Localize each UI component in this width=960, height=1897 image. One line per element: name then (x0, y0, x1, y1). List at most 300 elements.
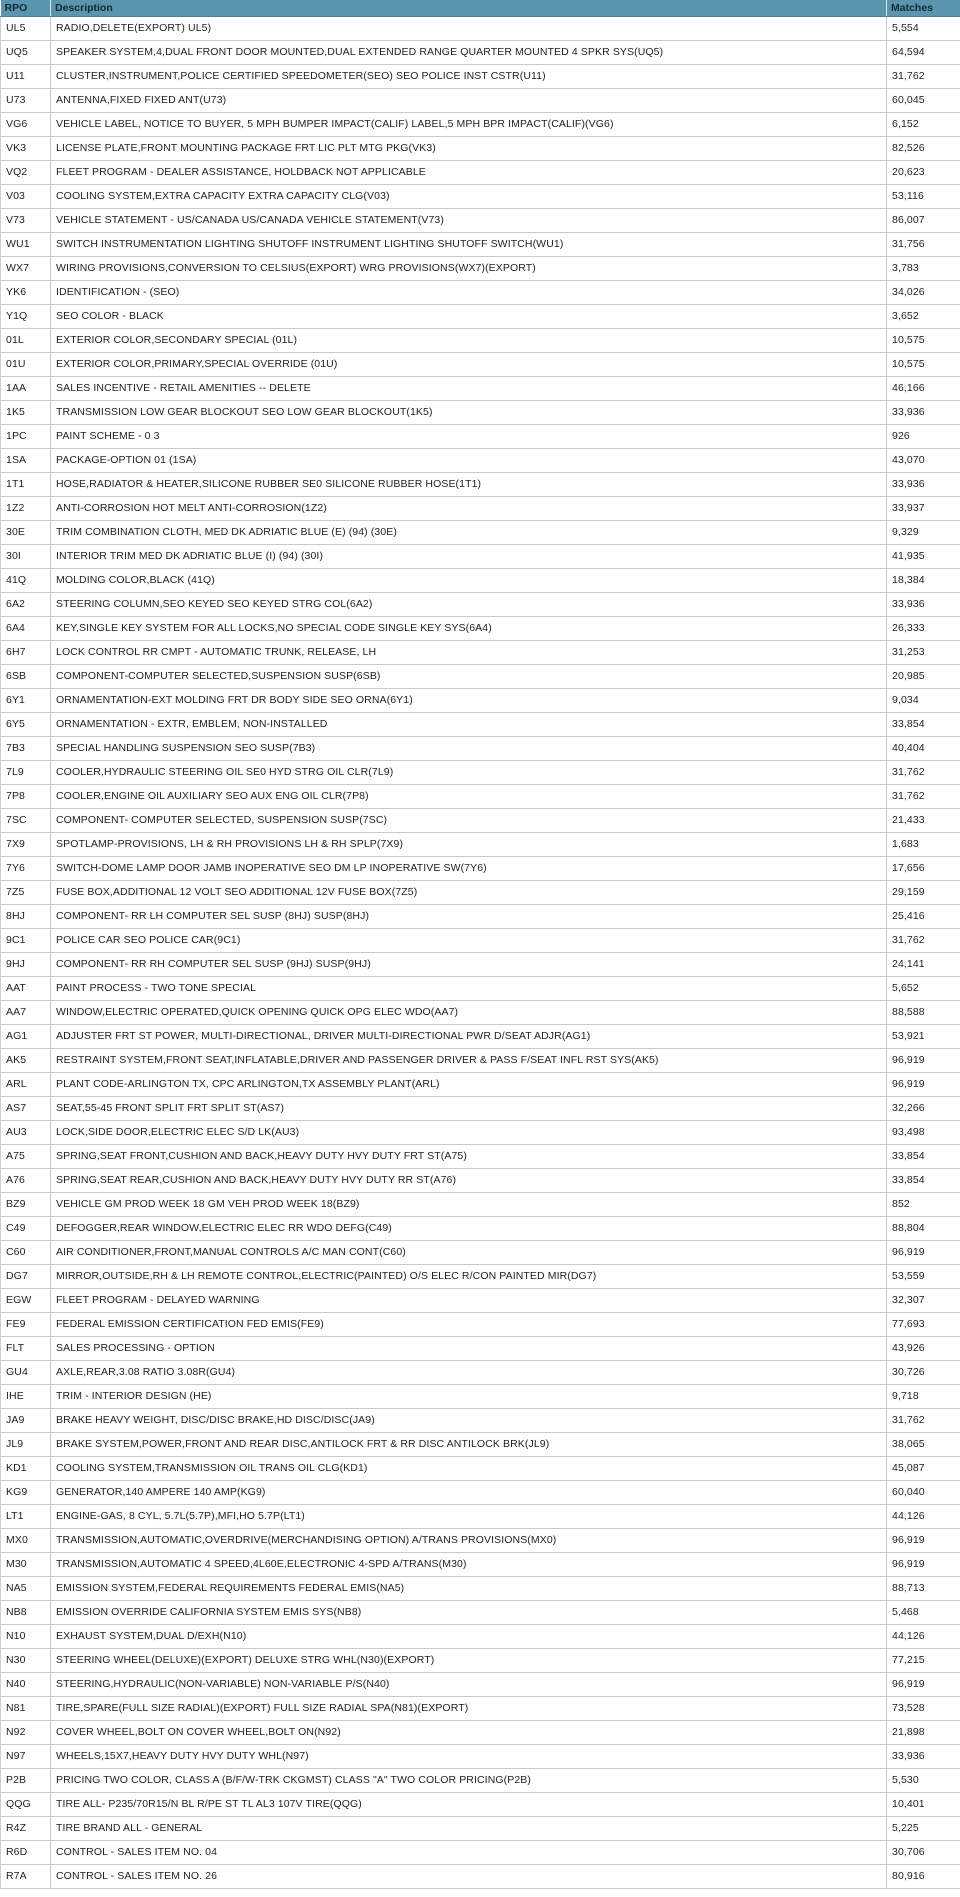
rpo-cell: MX0 (1, 1528, 51, 1552)
rpo-cell: KD1 (1, 1456, 51, 1480)
matches-cell: 26,333 (887, 616, 960, 640)
table-row (1, 1312, 960, 1336)
table-row (1, 1000, 960, 1024)
description-cell: HOSE,RADIATOR & HEATER,SILICONE RUBBER SE0 SILICONE RUBBER HOSE(1T1) (51, 472, 887, 496)
description-cell: VEHICLE LABEL, NOTICE TO BUYER, 5 MPH BUMPER IMPACT(CALIF) LABEL,5 MPH BPR IMPACT(CALIF)(VG6) (51, 112, 887, 136)
matches-cell: 33,937 (887, 496, 960, 520)
matches-cell: 31,762 (887, 1408, 960, 1432)
description-cell: WIRING PROVISIONS,CONVERSION TO CELSIUS(EXPORT) WRG PROVISIONS(WX7)(EXPORT) (51, 256, 887, 280)
description-cell: RESTRAINT SYSTEM,FRONT SEAT,INFLATABLE,DRIVER AND PASSENGER DRIVER & PASS F/SEAT INFL RST SYS(AK5) (51, 1048, 887, 1072)
table-row (1, 448, 960, 472)
description-cell: STEERING WHEEL(DELUXE)(EXPORT) DELUXE STRG WHL(N30)(EXPORT) (51, 1648, 887, 1672)
matches-cell: 44,126 (887, 1504, 960, 1528)
matches-cell: 53,559 (887, 1264, 960, 1288)
rpo-cell: 6H7 (1, 640, 51, 664)
matches-cell: 32,266 (887, 1096, 960, 1120)
description-cell: TRIM COMBINATION CLOTH, MED DK ADRIATIC BLUE (E) (94) (30E) (51, 520, 887, 544)
description-cell: GENERATOR,140 AMPERE 140 AMP(KG9) (51, 1480, 887, 1504)
description-cell: FLEET PROGRAM - DELAYED WARNING (51, 1288, 887, 1312)
table-row (1, 88, 960, 112)
matches-cell: 6,152 (887, 112, 960, 136)
matches-cell: 46,166 (887, 376, 960, 400)
description-cell: COMPONENT- RR RH COMPUTER SEL SUSP (9HJ) SUSP(9HJ) (51, 952, 887, 976)
description-cell: TIRE,SPARE(FULL SIZE RADIAL)(EXPORT) FULL SIZE RADIAL SPA(N81)(EXPORT) (51, 1696, 887, 1720)
matches-cell: 44,126 (887, 1624, 960, 1648)
table-row (1, 1696, 960, 1720)
rpo-cell: M30 (1, 1552, 51, 1576)
rpo-cell: 1T1 (1, 472, 51, 496)
matches-cell: 18,384 (887, 568, 960, 592)
description-cell: COOLER,ENGINE OIL AUXILIARY SEO AUX ENG OIL CLR(7P8) (51, 784, 887, 808)
description-cell: ANTI-CORROSION HOT MELT ANTI-CORROSION(1Z2) (51, 496, 887, 520)
matches-cell: 9,718 (887, 1384, 960, 1408)
matches-cell: 77,693 (887, 1312, 960, 1336)
table-row (1, 1216, 960, 1240)
description-cell: TRIM - INTERIOR DESIGN (HE) (51, 1384, 887, 1408)
description-cell: COMPONENT-COMPUTER SELECTED,SUSPENSION SUSP(6SB) (51, 664, 887, 688)
rpo-cell: AG1 (1, 1024, 51, 1048)
description-cell: SPRING,SEAT FRONT,CUSHION AND BACK,HEAVY DUTY HVY DUTY FRT ST(A75) (51, 1144, 887, 1168)
matches-cell: 73,528 (887, 1696, 960, 1720)
rpo-cell: WU1 (1, 232, 51, 256)
matches-cell: 31,762 (887, 784, 960, 808)
table-row (1, 976, 960, 1000)
rpo-cell: VQ2 (1, 160, 51, 184)
description-cell: EMISSION SYSTEM,FEDERAL REQUIREMENTS FEDERAL EMIS(NA5) (51, 1576, 887, 1600)
matches-cell: 88,588 (887, 1000, 960, 1024)
column-header-matches[interactable]: Matches (887, 0, 960, 16)
matches-cell: 3,652 (887, 304, 960, 328)
rpo-cell: P2B (1, 1768, 51, 1792)
rpo-cell: 1PC (1, 424, 51, 448)
table-row (1, 400, 960, 424)
description-cell: STEERING,HYDRAULIC(NON-VARIABLE) NON-VARIABLE P/S(N40) (51, 1672, 887, 1696)
table-row (1, 1168, 960, 1192)
table-row (1, 856, 960, 880)
description-cell: BRAKE HEAVY WEIGHT, DISC/DISC BRAKE,HD DISC/DISC(JA9) (51, 1408, 887, 1432)
table-row (1, 64, 960, 88)
table-row (1, 1096, 960, 1120)
rpo-cell: V03 (1, 184, 51, 208)
description-cell: RADIO,DELETE(EXPORT) UL5) (51, 16, 887, 40)
description-cell: FLEET PROGRAM - DEALER ASSISTANCE, HOLDBACK NOT APPLICABLE (51, 160, 887, 184)
matches-cell: 96,919 (887, 1072, 960, 1096)
rpo-cell: R7A (1, 1864, 51, 1888)
rpo-cell: 8HJ (1, 904, 51, 928)
table-row (1, 544, 960, 568)
matches-cell: 30,726 (887, 1360, 960, 1384)
rpo-cell: 7L9 (1, 760, 51, 784)
matches-cell: 5,468 (887, 1600, 960, 1624)
column-header-description[interactable]: Description (51, 0, 887, 16)
description-cell: MIRROR,OUTSIDE,RH & LH REMOTE CONTROL,ELECTRIC(PAINTED) O/S ELEC R/CON PAINTED MIR(DG7) (51, 1264, 887, 1288)
rpo-cell: VK3 (1, 136, 51, 160)
matches-cell: 34,026 (887, 280, 960, 304)
table-row (1, 280, 960, 304)
table-row (1, 1792, 960, 1816)
description-cell: STEERING COLUMN,SEO KEYED SEO KEYED STRG COL(6A2) (51, 592, 887, 616)
rpo-cell: 1K5 (1, 400, 51, 424)
description-cell: SPECIAL HANDLING SUSPENSION SEO SUSP(7B3) (51, 736, 887, 760)
description-cell: COOLER,HYDRAULIC STEERING OIL SE0 HYD STRG OIL CLR(7L9) (51, 760, 887, 784)
description-cell: CONTROL - SALES ITEM NO. 04 (51, 1840, 887, 1864)
matches-cell: 5,652 (887, 976, 960, 1000)
rpo-cell: A76 (1, 1168, 51, 1192)
description-cell: PAINT SCHEME - 0 3 (51, 424, 887, 448)
rpo-cell: NA5 (1, 1576, 51, 1600)
matches-cell: 96,919 (887, 1048, 960, 1072)
header-row (1, 0, 960, 16)
description-cell: ANTENNA,FIXED FIXED ANT(U73) (51, 88, 887, 112)
description-cell: PACKAGE-OPTION 01 (1SA) (51, 448, 887, 472)
table-row (1, 568, 960, 592)
rpo-cell: N10 (1, 1624, 51, 1648)
table-row (1, 1576, 960, 1600)
rpo-cell: U11 (1, 64, 51, 88)
rpo-cell: JL9 (1, 1432, 51, 1456)
matches-cell: 24,141 (887, 952, 960, 976)
matches-cell: 33,936 (887, 400, 960, 424)
matches-cell: 1,683 (887, 832, 960, 856)
description-cell: SWITCH-DOME LAMP DOOR JAMB INOPERATIVE SEO DM LP INOPERATIVE SW(7Y6) (51, 856, 887, 880)
matches-cell: 77,215 (887, 1648, 960, 1672)
description-cell: EXTERIOR COLOR,PRIMARY,SPECIAL OVERRIDE (01U) (51, 352, 887, 376)
table-row (1, 1600, 960, 1624)
table-row (1, 16, 960, 40)
table-row (1, 1768, 960, 1792)
description-cell: MOLDING COLOR,BLACK (41Q) (51, 568, 887, 592)
description-cell: TIRE ALL- P235/70R15/N BL R/PE ST TL AL3 107V TIRE(QQG) (51, 1792, 887, 1816)
table-row (1, 808, 960, 832)
table-row (1, 688, 960, 712)
table-row (1, 184, 960, 208)
matches-cell: 38,065 (887, 1432, 960, 1456)
matches-cell: 93,498 (887, 1120, 960, 1144)
rpo-cell: 1Z2 (1, 496, 51, 520)
description-cell: ORNAMENTATION-EXT MOLDING FRT DR BODY SIDE SEO ORNA(6Y1) (51, 688, 887, 712)
table-row (1, 352, 960, 376)
rpo-cell: C60 (1, 1240, 51, 1264)
description-cell: CLUSTER,INSTRUMENT,POLICE CERTIFIED SPEEDOMETER(SEO) SEO POLICE INST CSTR(U11) (51, 64, 887, 88)
table-row (1, 736, 960, 760)
matches-cell: 10,401 (887, 1792, 960, 1816)
matches-cell: 53,921 (887, 1024, 960, 1048)
table-row (1, 880, 960, 904)
table-row (1, 664, 960, 688)
table-header (1, 0, 960, 16)
rpo-cell: LT1 (1, 1504, 51, 1528)
rpo-cell: 9C1 (1, 928, 51, 952)
rpo-cell: 01L (1, 328, 51, 352)
rpo-cell: Y1Q (1, 304, 51, 328)
rpo-cell: 7P8 (1, 784, 51, 808)
description-cell: WINDOW,ELECTRIC OPERATED,QUICK OPENING QUICK OPG ELEC WDO(AA7) (51, 1000, 887, 1024)
table-row (1, 472, 960, 496)
matches-cell: 82,526 (887, 136, 960, 160)
table-row (1, 1744, 960, 1768)
description-cell: SALES INCENTIVE - RETAIL AMENITIES -- DELETE (51, 376, 887, 400)
rpo-cell: AAT (1, 976, 51, 1000)
matches-cell: 33,936 (887, 1744, 960, 1768)
description-cell: FUSE BOX,ADDITIONAL 12 VOLT SEO ADDITIONAL 12V FUSE BOX(7Z5) (51, 880, 887, 904)
table-row (1, 1840, 960, 1864)
rpo-cell: FE9 (1, 1312, 51, 1336)
rpo-cell: 01U (1, 352, 51, 376)
description-cell: TRANSMISSION LOW GEAR BLOCKOUT SEO LOW GEAR BLOCKOUT(1K5) (51, 400, 887, 424)
description-cell: PLANT CODE-ARLINGTON TX, CPC ARLINGTON,TX ASSEMBLY PLANT(ARL) (51, 1072, 887, 1096)
matches-cell: 96,919 (887, 1672, 960, 1696)
matches-cell: 10,575 (887, 352, 960, 376)
description-cell: VEHICLE STATEMENT - US/CANADA US/CANADA VEHICLE STATEMENT(V73) (51, 208, 887, 232)
table-row (1, 160, 960, 184)
rpo-cell: YK6 (1, 280, 51, 304)
description-cell: BRAKE SYSTEM,POWER,FRONT AND REAR DISC,ANTILOCK FRT & RR DISC ANTILOCK BRK(JL9) (51, 1432, 887, 1456)
matches-cell: 80,916 (887, 1864, 960, 1888)
table-row (1, 1816, 960, 1840)
column-header-rpo[interactable]: RPO (1, 0, 51, 16)
matches-cell: 31,762 (887, 64, 960, 88)
matches-cell: 96,919 (887, 1240, 960, 1264)
rpo-cell: N30 (1, 1648, 51, 1672)
description-cell: LICENSE PLATE,FRONT MOUNTING PACKAGE FRT LIC PLT MTG PKG(VK3) (51, 136, 887, 160)
table-row (1, 112, 960, 136)
table-row (1, 328, 960, 352)
table-row (1, 760, 960, 784)
matches-cell: 43,926 (887, 1336, 960, 1360)
rpo-cell: 30I (1, 544, 51, 568)
matches-cell: 40,404 (887, 736, 960, 760)
description-cell: COMPONENT- COMPUTER SELECTED, SUSPENSION SUSP(7SC) (51, 808, 887, 832)
matches-cell: 9,034 (887, 688, 960, 712)
rpo-cell: N97 (1, 1744, 51, 1768)
matches-cell: 32,307 (887, 1288, 960, 1312)
matches-cell: 29,159 (887, 880, 960, 904)
rpo-cell: R4Z (1, 1816, 51, 1840)
table-row (1, 1240, 960, 1264)
table-row (1, 1360, 960, 1384)
matches-cell: 31,756 (887, 232, 960, 256)
description-cell: SEAT,55-45 FRONT SPLIT FRT SPLIT ST(AS7) (51, 1096, 887, 1120)
table-row (1, 1624, 960, 1648)
rpo-cell: N92 (1, 1720, 51, 1744)
table-row (1, 520, 960, 544)
description-cell: TRANSMISSION,AUTOMATIC 4 SPEED,4L60E,ELECTRONIC 4-SPD A/TRANS(M30) (51, 1552, 887, 1576)
description-cell: AXLE,REAR,3.08 RATIO 3.08R(GU4) (51, 1360, 887, 1384)
table-row (1, 1144, 960, 1168)
matches-cell: 96,919 (887, 1528, 960, 1552)
table-row (1, 304, 960, 328)
matches-cell: 41,935 (887, 544, 960, 568)
table-row (1, 1672, 960, 1696)
table-row (1, 424, 960, 448)
matches-cell: 25,416 (887, 904, 960, 928)
rpo-cell: KG9 (1, 1480, 51, 1504)
table-body (1, 16, 960, 1888)
rpo-cell: 6Y1 (1, 688, 51, 712)
rpo-cell: AK5 (1, 1048, 51, 1072)
matches-cell: 33,854 (887, 1168, 960, 1192)
rpo-cell: 1AA (1, 376, 51, 400)
matches-cell: 17,656 (887, 856, 960, 880)
table-row (1, 136, 960, 160)
description-cell: FEDERAL EMISSION CERTIFICATION FED EMIS(FE9) (51, 1312, 887, 1336)
rpo-cell: 7SC (1, 808, 51, 832)
description-cell: SPEAKER SYSTEM,4,DUAL FRONT DOOR MOUNTED,DUAL EXTENDED RANGE QUARTER MOUNTED 4 SPKR SYS(UQ5) (51, 40, 887, 64)
rpo-cell: N81 (1, 1696, 51, 1720)
table-row (1, 208, 960, 232)
table-row (1, 256, 960, 280)
description-cell: DEFOGGER,REAR WINDOW,ELECTRIC ELEC RR WDO DEFG(C49) (51, 1216, 887, 1240)
rpo-cell: R6D (1, 1840, 51, 1864)
rpo-cell: 9HJ (1, 952, 51, 976)
rpo-cell: AS7 (1, 1096, 51, 1120)
matches-cell: 43,070 (887, 448, 960, 472)
table-row (1, 640, 960, 664)
table-row (1, 952, 960, 976)
description-cell: KEY,SINGLE KEY SYSTEM FOR ALL LOCKS,NO SPECIAL CODE SINGLE KEY SYS(6A4) (51, 616, 887, 640)
table-row (1, 1408, 960, 1432)
table-row (1, 1432, 960, 1456)
rpo-cell: 30E (1, 520, 51, 544)
table-row (1, 1072, 960, 1096)
table-row (1, 1192, 960, 1216)
matches-cell: 9,329 (887, 520, 960, 544)
rpo-cell: 7X9 (1, 832, 51, 856)
rpo-cell: 6Y5 (1, 712, 51, 736)
rpo-cell: A75 (1, 1144, 51, 1168)
matches-cell: 60,045 (887, 88, 960, 112)
rpo-cell: GU4 (1, 1360, 51, 1384)
rpo-cell: ARL (1, 1072, 51, 1096)
table-row (1, 616, 960, 640)
table-row (1, 1480, 960, 1504)
matches-cell: 5,530 (887, 1768, 960, 1792)
rpo-cell: 6A4 (1, 616, 51, 640)
matches-cell: 31,762 (887, 760, 960, 784)
table-row (1, 928, 960, 952)
description-cell: ORNAMENTATION - EXTR, EMBLEM, NON-INSTALLED (51, 712, 887, 736)
rpo-cell: WX7 (1, 256, 51, 280)
rpo-cell: 7B3 (1, 736, 51, 760)
matches-cell: 20,985 (887, 664, 960, 688)
rpo-cell: DG7 (1, 1264, 51, 1288)
rpo-cell: C49 (1, 1216, 51, 1240)
table-row (1, 1720, 960, 1744)
description-cell: COMPONENT- RR LH COMPUTER SEL SUSP (8HJ) SUSP(8HJ) (51, 904, 887, 928)
description-cell: SPRING,SEAT REAR,CUSHION AND BACK,HEAVY DUTY HVY DUTY RR ST(A76) (51, 1168, 887, 1192)
description-cell: ENGINE-GAS, 8 CYL, 5.7L(5.7P),MFI,HO 5.7P(LT1) (51, 1504, 887, 1528)
matches-cell: 31,253 (887, 640, 960, 664)
matches-cell: 33,936 (887, 472, 960, 496)
rpo-cell: UL5 (1, 16, 51, 40)
table-row (1, 592, 960, 616)
description-cell: SEO COLOR - BLACK (51, 304, 887, 328)
description-cell: WHEELS,15X7,HEAVY DUTY HVY DUTY WHL(N97) (51, 1744, 887, 1768)
matches-cell: 852 (887, 1192, 960, 1216)
rpo-cell: VG6 (1, 112, 51, 136)
rpo-cell: 7Y6 (1, 856, 51, 880)
description-cell: AIR CONDITIONER,FRONT,MANUAL CONTROLS A/C MAN CONT(C60) (51, 1240, 887, 1264)
matches-cell: 64,594 (887, 40, 960, 64)
matches-cell: 88,713 (887, 1576, 960, 1600)
rpo-cell: UQ5 (1, 40, 51, 64)
table-row (1, 784, 960, 808)
rpo-cell: QQG (1, 1792, 51, 1816)
rpo-cell: U73 (1, 88, 51, 112)
description-cell: TRANSMISSION,AUTOMATIC,OVERDRIVE(MERCHANDISING OPTION) A/TRANS PROVISIONS(MX0) (51, 1528, 887, 1552)
rpo-cell: NB8 (1, 1600, 51, 1624)
matches-cell: 31,762 (887, 928, 960, 952)
matches-cell: 926 (887, 424, 960, 448)
table-row (1, 1024, 960, 1048)
description-cell: SALES PROCESSING - OPTION (51, 1336, 887, 1360)
rpo-cell: EGW (1, 1288, 51, 1312)
description-cell: SWITCH INSTRUMENTATION LIGHTING SHUTOFF INSTRUMENT LIGHTING SHUTOFF SWITCH(WU1) (51, 232, 887, 256)
matches-cell: 33,936 (887, 592, 960, 616)
table-row (1, 1528, 960, 1552)
description-cell: POLICE CAR SEO POLICE CAR(9C1) (51, 928, 887, 952)
rpo-cell: N40 (1, 1672, 51, 1696)
table-row (1, 1048, 960, 1072)
table-row (1, 712, 960, 736)
description-cell: COOLING SYSTEM,TRANSMISSION OIL TRANS OIL CLG(KD1) (51, 1456, 887, 1480)
matches-cell: 21,898 (887, 1720, 960, 1744)
rpo-cell: AA7 (1, 1000, 51, 1024)
description-cell: EXTERIOR COLOR,SECONDARY SPECIAL (01L) (51, 328, 887, 352)
rpo-cell: V73 (1, 208, 51, 232)
description-cell: TIRE BRAND ALL - GENERAL (51, 1816, 887, 1840)
rpo-cell: FLT (1, 1336, 51, 1360)
matches-cell: 33,854 (887, 1144, 960, 1168)
description-cell: LOCK CONTROL RR CMPT - AUTOMATIC TRUNK, RELEASE, LH (51, 640, 887, 664)
table-row (1, 1552, 960, 1576)
matches-cell: 86,007 (887, 208, 960, 232)
table-row (1, 1864, 960, 1888)
rpo-cell: 41Q (1, 568, 51, 592)
table-row (1, 232, 960, 256)
table-row (1, 832, 960, 856)
description-cell: IDENTIFICATION - (SEO) (51, 280, 887, 304)
description-cell: PAINT PROCESS - TWO TONE SPECIAL (51, 976, 887, 1000)
table-row (1, 1264, 960, 1288)
table-row (1, 496, 960, 520)
description-cell: ADJUSTER FRT ST POWER, MULTI-DIRECTIONAL, DRIVER MULTI-DIRECTIONAL PWR D/SEAT ADJR(AG1) (51, 1024, 887, 1048)
rpo-cell: IHE (1, 1384, 51, 1408)
description-cell: CONTROL - SALES ITEM NO. 26 (51, 1864, 887, 1888)
rpo-cell: JA9 (1, 1408, 51, 1432)
description-cell: EXHAUST SYSTEM,DUAL D/EXH(N10) (51, 1624, 887, 1648)
matches-cell: 20,623 (887, 160, 960, 184)
table-row (1, 40, 960, 64)
matches-cell: 21,433 (887, 808, 960, 832)
rpo-cell: BZ9 (1, 1192, 51, 1216)
matches-cell: 10,575 (887, 328, 960, 352)
matches-cell: 96,919 (887, 1552, 960, 1576)
table-row (1, 1288, 960, 1312)
table-row (1, 1384, 960, 1408)
description-cell: INTERIOR TRIM MED DK ADRIATIC BLUE (I) (94) (30I) (51, 544, 887, 568)
matches-cell: 30,706 (887, 1840, 960, 1864)
matches-cell: 33,854 (887, 712, 960, 736)
table-row (1, 1504, 960, 1528)
table-row (1, 1456, 960, 1480)
table-row (1, 1120, 960, 1144)
rpo-cell: 6A2 (1, 592, 51, 616)
matches-cell: 5,554 (887, 16, 960, 40)
matches-cell: 53,116 (887, 184, 960, 208)
table-row (1, 904, 960, 928)
matches-cell: 5,225 (887, 1816, 960, 1840)
